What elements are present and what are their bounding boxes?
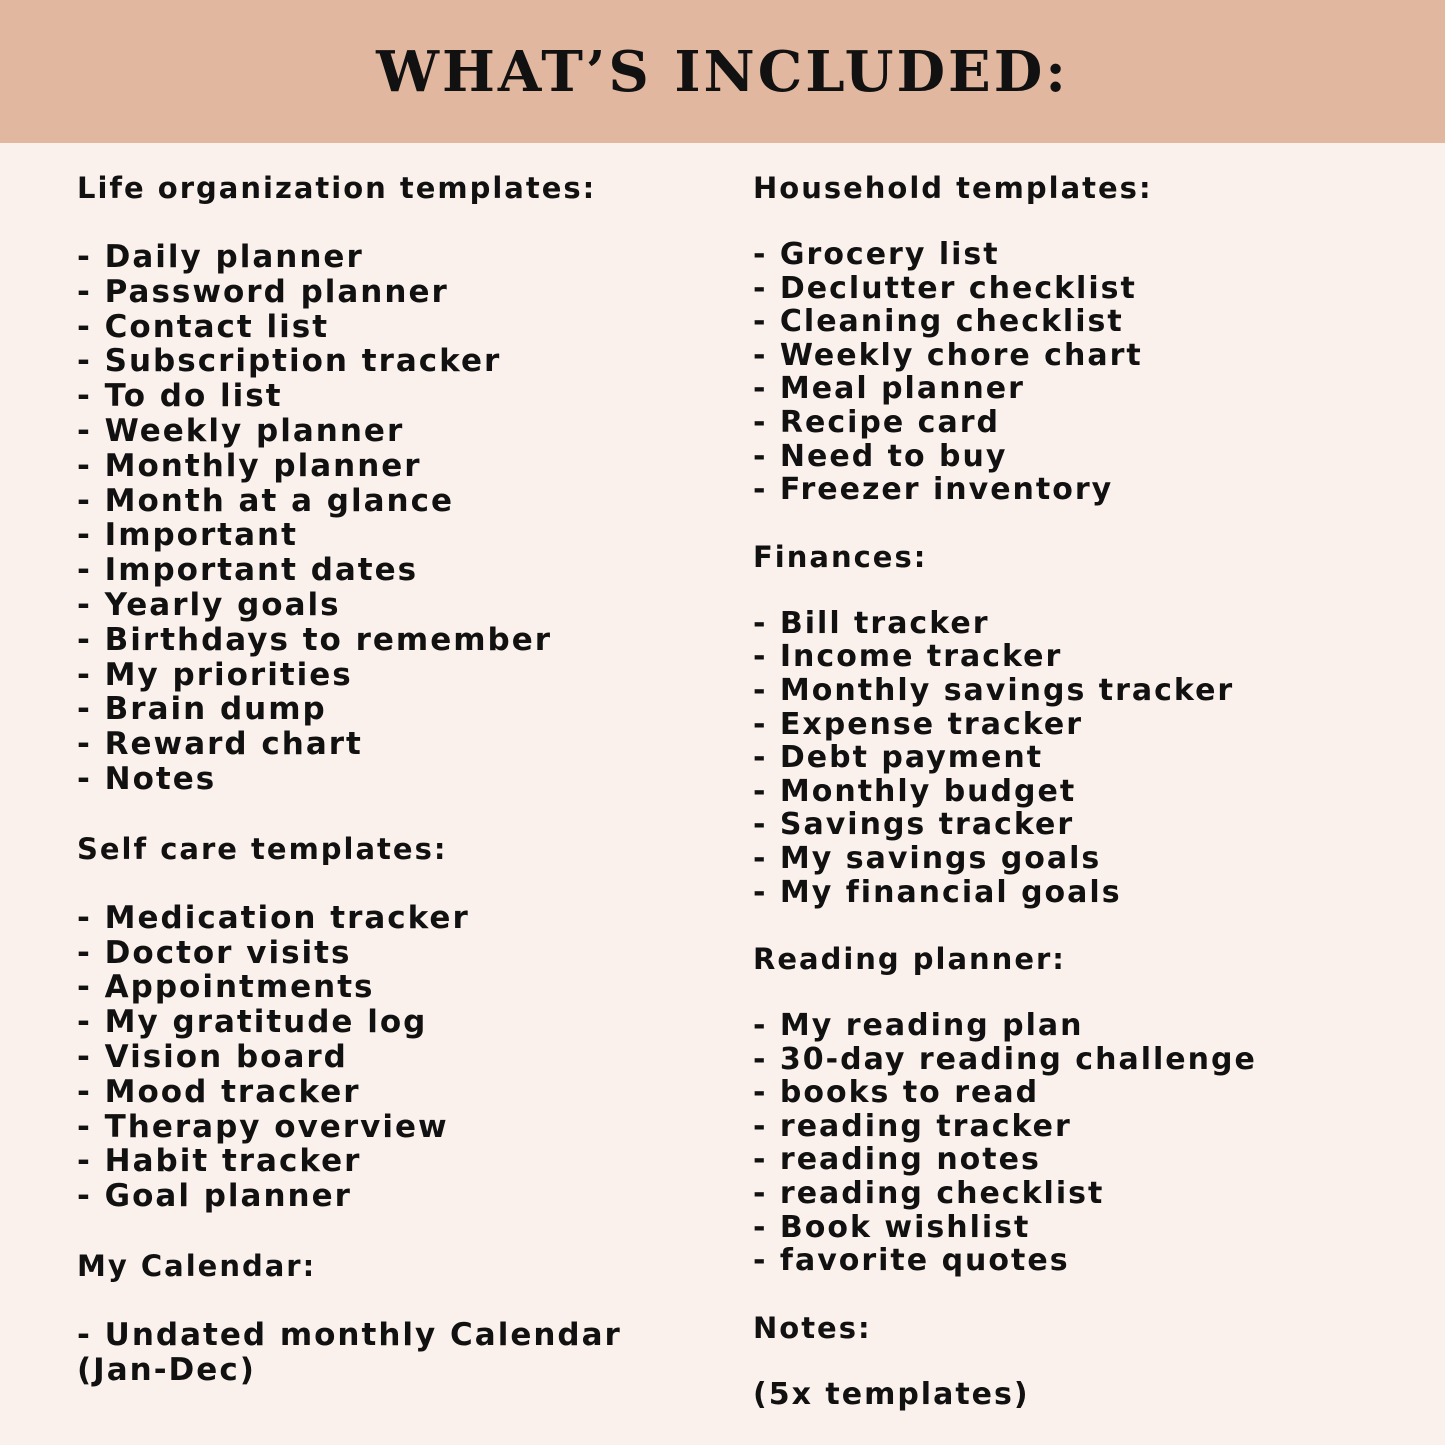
list-item: - Brain dump	[77, 691, 327, 728]
section-reading-planner	[753, 941, 1413, 1278]
list-item: - Meal planner	[753, 371, 1025, 407]
list-item: - Month at a glance	[77, 482, 455, 519]
section-household	[753, 170, 1413, 507]
section-life-organization	[77, 170, 717, 797]
list-item: - Grocery list	[753, 237, 1000, 272]
item-list	[77, 901, 717, 1214]
section-title: Finances:	[753, 539, 928, 574]
list-item: - Need to buy	[753, 438, 1008, 474]
list-item: - Important dates	[77, 552, 419, 589]
list-item: - books to read	[753, 1075, 1040, 1111]
list-item: - 30-day reading challenge	[753, 1041, 1257, 1077]
list-item: - My reading plan	[753, 1008, 1084, 1044]
section-my-calendar	[77, 1248, 717, 1388]
list-item: - Mood tracker	[77, 1073, 361, 1110]
list-item: - Weekly chore chart	[753, 337, 1143, 373]
list-item: - Password planner	[77, 273, 449, 310]
list-item: - Income tracker	[753, 639, 1063, 675]
list-item: - Medication tracker	[77, 899, 470, 936]
list-item: - reading checklist	[753, 1176, 1105, 1212]
list-item: - Birthdays to remember	[77, 621, 553, 658]
list-item: - Recipe card	[753, 404, 1000, 440]
item-list	[753, 1009, 1413, 1278]
list-item: - Vision board	[77, 1038, 348, 1075]
item-list	[753, 607, 1413, 909]
right-column	[753, 170, 1413, 1411]
list-item: - Debt payment	[753, 740, 1044, 776]
list-item: - favorite quotes	[753, 1243, 1070, 1279]
list-item: - Important	[77, 517, 298, 554]
section-title: Notes:	[753, 1310, 872, 1345]
list-item: - My savings goals	[753, 840, 1102, 876]
list-item: - Bill tracker	[753, 605, 990, 641]
list-item: - Appointments	[77, 969, 375, 1006]
list-item: - Habit tracker	[77, 1143, 362, 1180]
item-list	[77, 1318, 717, 1388]
left-column	[77, 170, 717, 1388]
list-item: - Monthly budget	[753, 773, 1077, 809]
list-item: - Doctor visits	[77, 934, 352, 971]
list-item: - Undated monthly Calendar	[77, 1316, 622, 1353]
list-item: - To do list	[77, 378, 283, 415]
list-item: - Yearly goals	[77, 586, 341, 623]
list-item: - Monthly planner	[77, 447, 422, 484]
section-title: Life organization templates:	[77, 171, 597, 205]
list-item: - Daily planner	[77, 239, 364, 275]
list-item: - reading tracker	[753, 1108, 1072, 1144]
list-item: - My priorities	[77, 656, 353, 693]
section-title: Household templates:	[753, 171, 1153, 205]
item-list	[77, 240, 717, 797]
section-notes	[753, 1310, 1413, 1412]
header-banner	[0, 0, 1445, 143]
list-item: - Reward chart	[77, 726, 363, 763]
list-item: - Therapy overview	[77, 1108, 449, 1145]
list-item: - Weekly planner	[77, 412, 405, 449]
item-list	[753, 1378, 1413, 1412]
section-self-care	[77, 831, 717, 1214]
list-item: - Expense tracker	[753, 706, 1084, 742]
section-title: Reading planner:	[753, 942, 1066, 977]
page-title: WHAT’S INCLUDED:	[376, 38, 1069, 105]
list-item: - Goal planner	[77, 1178, 352, 1215]
list-item: - My financial goals	[753, 874, 1122, 910]
list-item: - Contact list	[77, 308, 330, 345]
list-item: - Notes	[77, 760, 217, 797]
list-item: (5x templates)	[753, 1376, 1030, 1412]
section-title: My Calendar:	[77, 1248, 317, 1283]
list-item: - Savings tracker	[753, 807, 1075, 843]
section-finances	[753, 539, 1413, 909]
list-item: - Freezer inventory	[753, 472, 1114, 508]
item-list	[753, 238, 1413, 507]
list-item: - reading notes	[753, 1142, 1041, 1178]
list-item: - Book wishlist	[753, 1209, 1031, 1245]
list-item: - Declutter checklist	[753, 270, 1137, 306]
list-item: - Cleaning checklist	[753, 304, 1124, 340]
list-item: - Subscription tracker	[77, 343, 502, 380]
list-item: (Jan-Dec)	[77, 1351, 256, 1388]
list-item: - My gratitude log	[77, 1004, 428, 1041]
section-title: Self care templates:	[77, 831, 448, 866]
list-item: - Monthly savings tracker	[753, 672, 1235, 708]
